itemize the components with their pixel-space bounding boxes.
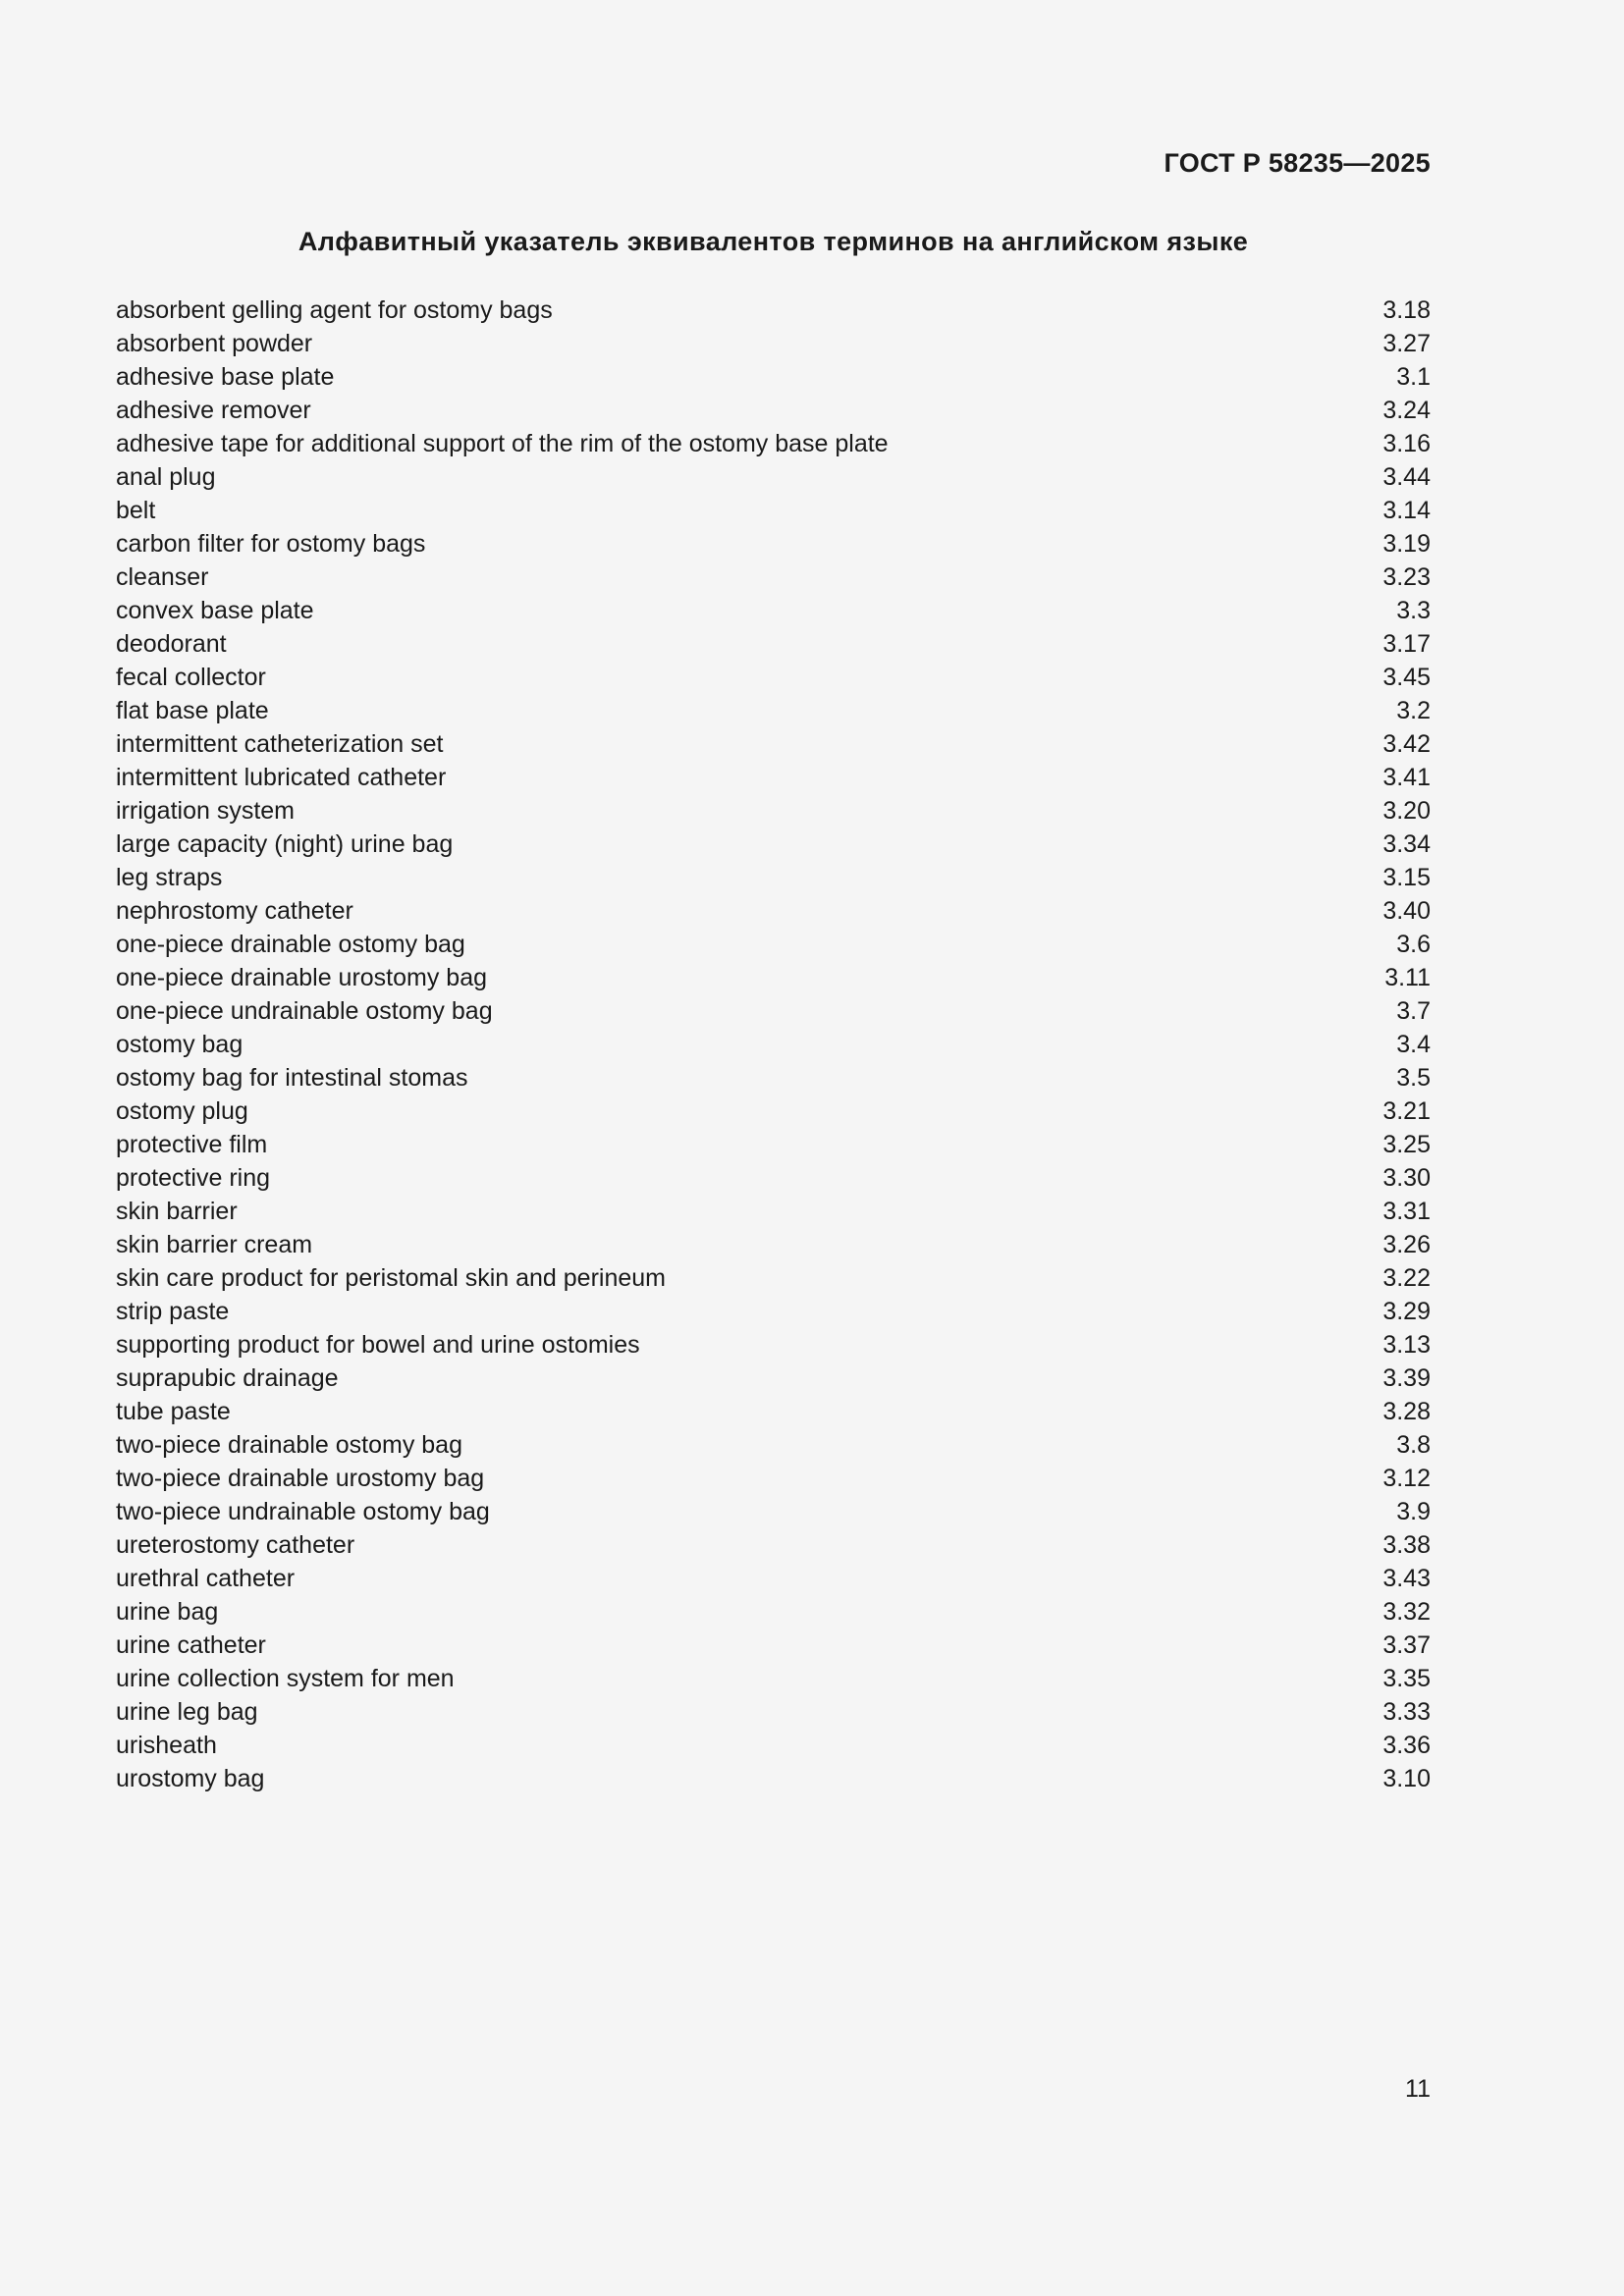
index-term: urine collection system for men bbox=[116, 1665, 455, 1692]
index-reference: 3.25 bbox=[1382, 1131, 1431, 1158]
index-reference: 3.9 bbox=[1396, 1498, 1431, 1525]
index-reference: 3.41 bbox=[1382, 764, 1431, 791]
index-entry bbox=[116, 1428, 1431, 1462]
index-entry bbox=[116, 1028, 1431, 1061]
index-entry bbox=[116, 527, 1431, 561]
page-number: 11 bbox=[1405, 2075, 1431, 2103]
index-entry bbox=[116, 1462, 1431, 1495]
index-term: tube paste bbox=[116, 1398, 231, 1425]
index-reference: 3.7 bbox=[1396, 997, 1431, 1025]
index-entry bbox=[116, 1562, 1431, 1595]
index-term: supporting product for bowel and urine ostomies bbox=[116, 1331, 640, 1359]
index-entry bbox=[116, 1128, 1431, 1161]
index-entry bbox=[116, 327, 1431, 360]
index-reference: 3.16 bbox=[1382, 430, 1431, 457]
index-term: protective film bbox=[116, 1131, 268, 1158]
section-title: Алфавитный указатель эквивалентов терминов на английском языке bbox=[298, 227, 1249, 256]
index-reference: 3.3 bbox=[1396, 597, 1431, 624]
index-term: skin care product for peristomal skin and perineum bbox=[116, 1264, 666, 1292]
index-entry bbox=[116, 761, 1431, 794]
index-term: intermittent catheterization set bbox=[116, 730, 444, 758]
index-reference: 3.6 bbox=[1396, 931, 1431, 958]
index-reference: 3.43 bbox=[1382, 1565, 1431, 1592]
index-reference: 3.28 bbox=[1382, 1398, 1431, 1425]
index-reference: 3.35 bbox=[1382, 1665, 1431, 1692]
index-term: urostomy bag bbox=[116, 1765, 265, 1792]
index-term: anal plug bbox=[116, 463, 216, 491]
index-reference: 3.29 bbox=[1382, 1298, 1431, 1325]
index-term: carbon filter for ostomy bags bbox=[116, 530, 426, 558]
index-term: two-piece drainable ostomy bag bbox=[116, 1431, 462, 1459]
index-reference: 3.34 bbox=[1382, 830, 1431, 858]
index-term: convex base plate bbox=[116, 597, 314, 624]
index-term: adhesive remover bbox=[116, 397, 311, 424]
index-entry bbox=[116, 1395, 1431, 1428]
index-term: belt bbox=[116, 497, 156, 524]
index-reference: 3.18 bbox=[1382, 296, 1431, 324]
index-entry bbox=[116, 1362, 1431, 1395]
index-term: protective ring bbox=[116, 1164, 271, 1192]
index-reference: 3.15 bbox=[1382, 864, 1431, 891]
index-term: irrigation system bbox=[116, 797, 295, 825]
index-term: urisheath bbox=[116, 1732, 217, 1759]
index-term: fecal collector bbox=[116, 664, 266, 691]
index-term: skin barrier cream bbox=[116, 1231, 313, 1258]
index-entry bbox=[116, 561, 1431, 594]
index-entry bbox=[116, 861, 1431, 894]
index-entry bbox=[116, 661, 1431, 694]
index-entry bbox=[116, 1762, 1431, 1795]
index-entry bbox=[116, 1528, 1431, 1562]
index-reference: 3.24 bbox=[1382, 397, 1431, 424]
index-reference: 3.19 bbox=[1382, 530, 1431, 558]
index-reference: 3.39 bbox=[1382, 1364, 1431, 1392]
index-entry bbox=[116, 1228, 1431, 1261]
index-entry bbox=[116, 1662, 1431, 1695]
index-reference: 3.23 bbox=[1382, 563, 1431, 591]
index-entry bbox=[116, 1195, 1431, 1228]
index-reference: 3.40 bbox=[1382, 897, 1431, 925]
index-entry bbox=[116, 1595, 1431, 1629]
index-reference: 3.13 bbox=[1382, 1331, 1431, 1359]
index-term: two-piece undrainable ostomy bag bbox=[116, 1498, 490, 1525]
index-term: one-piece undrainable ostomy bag bbox=[116, 997, 493, 1025]
index-term: urethral catheter bbox=[116, 1565, 296, 1592]
index-reference: 3.21 bbox=[1382, 1097, 1431, 1125]
index-entry bbox=[116, 627, 1431, 661]
index-entry bbox=[116, 494, 1431, 527]
index-entry bbox=[116, 994, 1431, 1028]
index-reference: 3.45 bbox=[1382, 664, 1431, 691]
index-reference: 3.11 bbox=[1384, 964, 1431, 991]
index-entry bbox=[116, 460, 1431, 494]
index-term: nephrostomy catheter bbox=[116, 897, 353, 925]
index-entry bbox=[116, 1261, 1431, 1295]
index-term: adhesive base plate bbox=[116, 363, 335, 391]
index-term: deodorant bbox=[116, 630, 227, 658]
index-term: skin barrier bbox=[116, 1198, 238, 1225]
index-entry bbox=[116, 694, 1431, 727]
index-reference: 3.30 bbox=[1382, 1164, 1431, 1192]
index-term: leg straps bbox=[116, 864, 223, 891]
index-reference: 3.37 bbox=[1382, 1631, 1431, 1659]
index-reference: 3.20 bbox=[1382, 797, 1431, 825]
index-term: two-piece drainable urostomy bag bbox=[116, 1465, 485, 1492]
index-term: urine catheter bbox=[116, 1631, 266, 1659]
index-entry bbox=[116, 794, 1431, 828]
index-entry bbox=[116, 394, 1431, 427]
index-reference: 3.4 bbox=[1396, 1031, 1431, 1058]
index-term: adhesive tape for additional support of the rim of the ostomy base plate bbox=[116, 430, 889, 457]
index-reference: 3.32 bbox=[1382, 1598, 1431, 1626]
index-term: flat base plate bbox=[116, 697, 269, 724]
index-term: ureterostomy catheter bbox=[116, 1531, 355, 1559]
index-reference: 3.14 bbox=[1382, 497, 1431, 524]
index-reference: 3.10 bbox=[1382, 1765, 1431, 1792]
index-reference: 3.31 bbox=[1382, 1198, 1431, 1225]
index-term: absorbent gelling agent for ostomy bags bbox=[116, 296, 553, 324]
index-reference: 3.17 bbox=[1382, 630, 1431, 658]
index-entry bbox=[116, 1695, 1431, 1729]
index-entry bbox=[116, 360, 1431, 394]
index-entry bbox=[116, 1161, 1431, 1195]
index-entry bbox=[116, 1729, 1431, 1762]
index-term: strip paste bbox=[116, 1298, 230, 1325]
index-entry bbox=[116, 1061, 1431, 1095]
index-entry bbox=[116, 1629, 1431, 1662]
index-reference: 3.42 bbox=[1382, 730, 1431, 758]
index-reference: 3.12 bbox=[1382, 1465, 1431, 1492]
index-entry bbox=[116, 727, 1431, 761]
index-reference: 3.1 bbox=[1396, 363, 1431, 391]
index-reference: 3.5 bbox=[1396, 1064, 1431, 1092]
index-entry bbox=[116, 894, 1431, 928]
index-entry bbox=[116, 961, 1431, 994]
index-reference: 3.22 bbox=[1382, 1264, 1431, 1292]
index-term: one-piece drainable ostomy bag bbox=[116, 931, 465, 958]
index-entry bbox=[116, 928, 1431, 961]
index-entry bbox=[116, 294, 1431, 327]
index-reference: 3.26 bbox=[1382, 1231, 1431, 1258]
document-header: ГОСТ Р 58235—2025 bbox=[1164, 148, 1431, 178]
index-entry bbox=[116, 1295, 1431, 1328]
index-reference: 3.44 bbox=[1382, 463, 1431, 491]
index-entry bbox=[116, 594, 1431, 627]
index-term: cleanser bbox=[116, 563, 209, 591]
index-term: suprapubic drainage bbox=[116, 1364, 339, 1392]
index-term: large capacity (night) urine bag bbox=[116, 830, 454, 858]
index-entry bbox=[116, 828, 1431, 861]
index-entry bbox=[116, 1095, 1431, 1128]
index-term: urine bag bbox=[116, 1598, 219, 1626]
index-term: one-piece drainable urostomy bag bbox=[116, 964, 488, 991]
index-term: absorbent powder bbox=[116, 330, 313, 357]
index-term: intermittent lubricated catheter bbox=[116, 764, 447, 791]
index-entry bbox=[116, 1328, 1431, 1362]
index-reference: 3.2 bbox=[1396, 697, 1431, 724]
index-reference: 3.36 bbox=[1382, 1732, 1431, 1759]
index-entry bbox=[116, 1495, 1431, 1528]
index-reference: 3.38 bbox=[1382, 1531, 1431, 1559]
index-reference: 3.27 bbox=[1382, 330, 1431, 357]
index-term: ostomy plug bbox=[116, 1097, 248, 1125]
index-term: ostomy bag for intestinal stomas bbox=[116, 1064, 468, 1092]
term-index-list bbox=[116, 294, 1431, 1795]
index-entry bbox=[116, 427, 1431, 460]
index-reference: 3.8 bbox=[1396, 1431, 1431, 1459]
index-reference: 3.33 bbox=[1382, 1698, 1431, 1726]
index-term: urine leg bag bbox=[116, 1698, 258, 1726]
index-term: ostomy bag bbox=[116, 1031, 244, 1058]
